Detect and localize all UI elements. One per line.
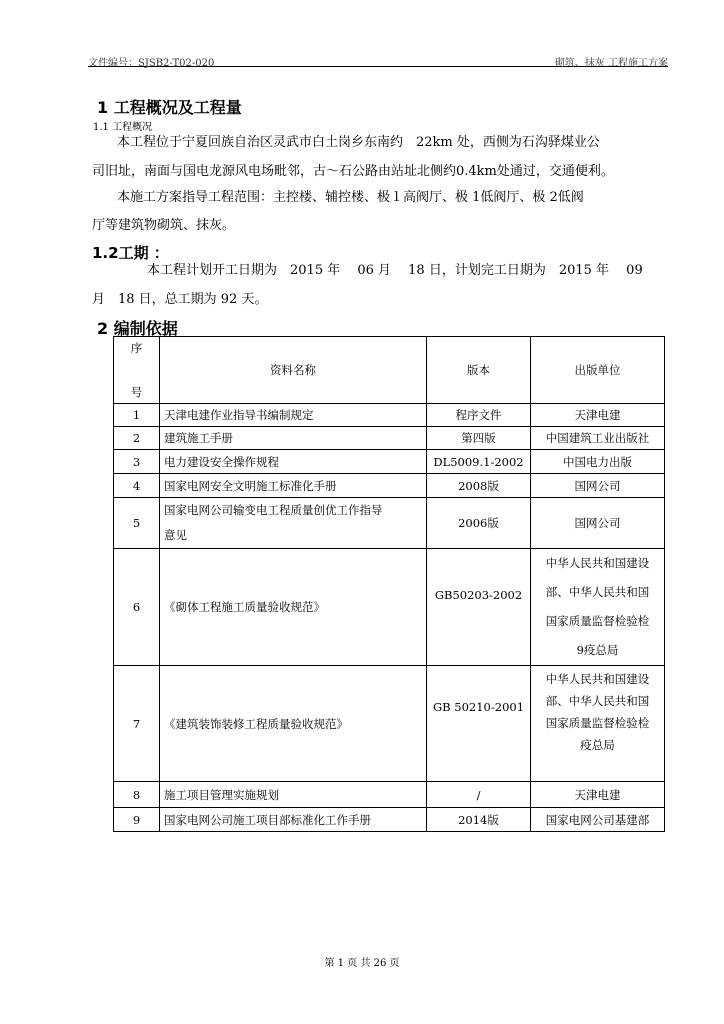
table-header-row [114, 337, 665, 404]
section-1-1-title: 1.1 工程概况 [93, 122, 153, 133]
header-no: 序 号 [114, 337, 160, 404]
section-1-2-title: 1.2工期 ： [92, 244, 169, 262]
schedule-line-1: 本工程计划开工日期为 2015 年 06 月 18 日，计划完工日期为 2015 年 09 [147, 263, 643, 278]
table-row: 8 施工项目管理实施规划 / 天津电建 [114, 782, 665, 808]
table-row: 2 建筑施工手册 第四版 中国建筑工业出版社 [114, 427, 665, 450]
overview-paragraph-line-2: 司旧址，南面与国电龙源风电场毗邻，古～石公路由站址北侧约0.4km处通过，交通便利。 [92, 164, 614, 179]
document-title: 砌筑、抹灰 工程施工方案 [554, 58, 668, 69]
schedule-line-2: 月 18 日，总工期为 92 天。 [92, 292, 268, 307]
header-publisher: 出版单位 [531, 337, 665, 404]
header-name: 资料名称 [160, 337, 427, 404]
references-table [113, 336, 665, 832]
header-version: 版本 [427, 337, 531, 404]
document-number: 文件编号：SJSB2-T02-020 [88, 58, 215, 69]
table-row: 9 国家电网公司施工项目部标准化工作手册 2014版 国家电网公司基建部 [114, 808, 665, 832]
page-header [88, 52, 668, 67]
table-row: 4 国家电网安全文明施工标准化手册 2008版 国网公司 [114, 474, 665, 498]
section-1-title: 1 工程概况及工程量 [97, 98, 242, 117]
page-number: 第 1 页 共 26 页 [324, 958, 400, 969]
overview-paragraph-line-1: 本工程位于宁夏回族自治区灵武市白土岗乡东南约 22km 处，西侧为石沟驿煤业公 [117, 135, 600, 150]
table-row: 3 电力建设安全操作规程 DL5009.1-2002 中国电力出版 [114, 450, 665, 474]
section-2-title: 2 编制依据 [97, 319, 178, 338]
table-row: 7 《建筑装饰装修工程质量验收规范》 GB 50210-2001 中华人民共和国建设 部、中华人民共和国 国家质量监督检验检 疫总局 [114, 666, 665, 782]
scope-paragraph-line-1: 本施工方案指导工程范围：主控楼、辅控楼、极１高阀厅、极 1低阀厅、极 2低阀 [117, 190, 584, 205]
scope-paragraph-line-2: 厅等建筑物砌筑、抹灰。 [92, 218, 236, 233]
table-row: 1 天津电建作业指导书编制规定 程序文件 天津电建 [114, 404, 665, 427]
table-row: 5 国家电网公司输变电工程质量创优工作指导 意见 2006版 国网公司 [114, 498, 665, 549]
table-row: 6 《砌体工程施工质量验收规范》 GB50203-2002 中华人民共和国建设 部、中华人民共和国 国家质量监督检验检 9疫总局 [114, 549, 665, 666]
